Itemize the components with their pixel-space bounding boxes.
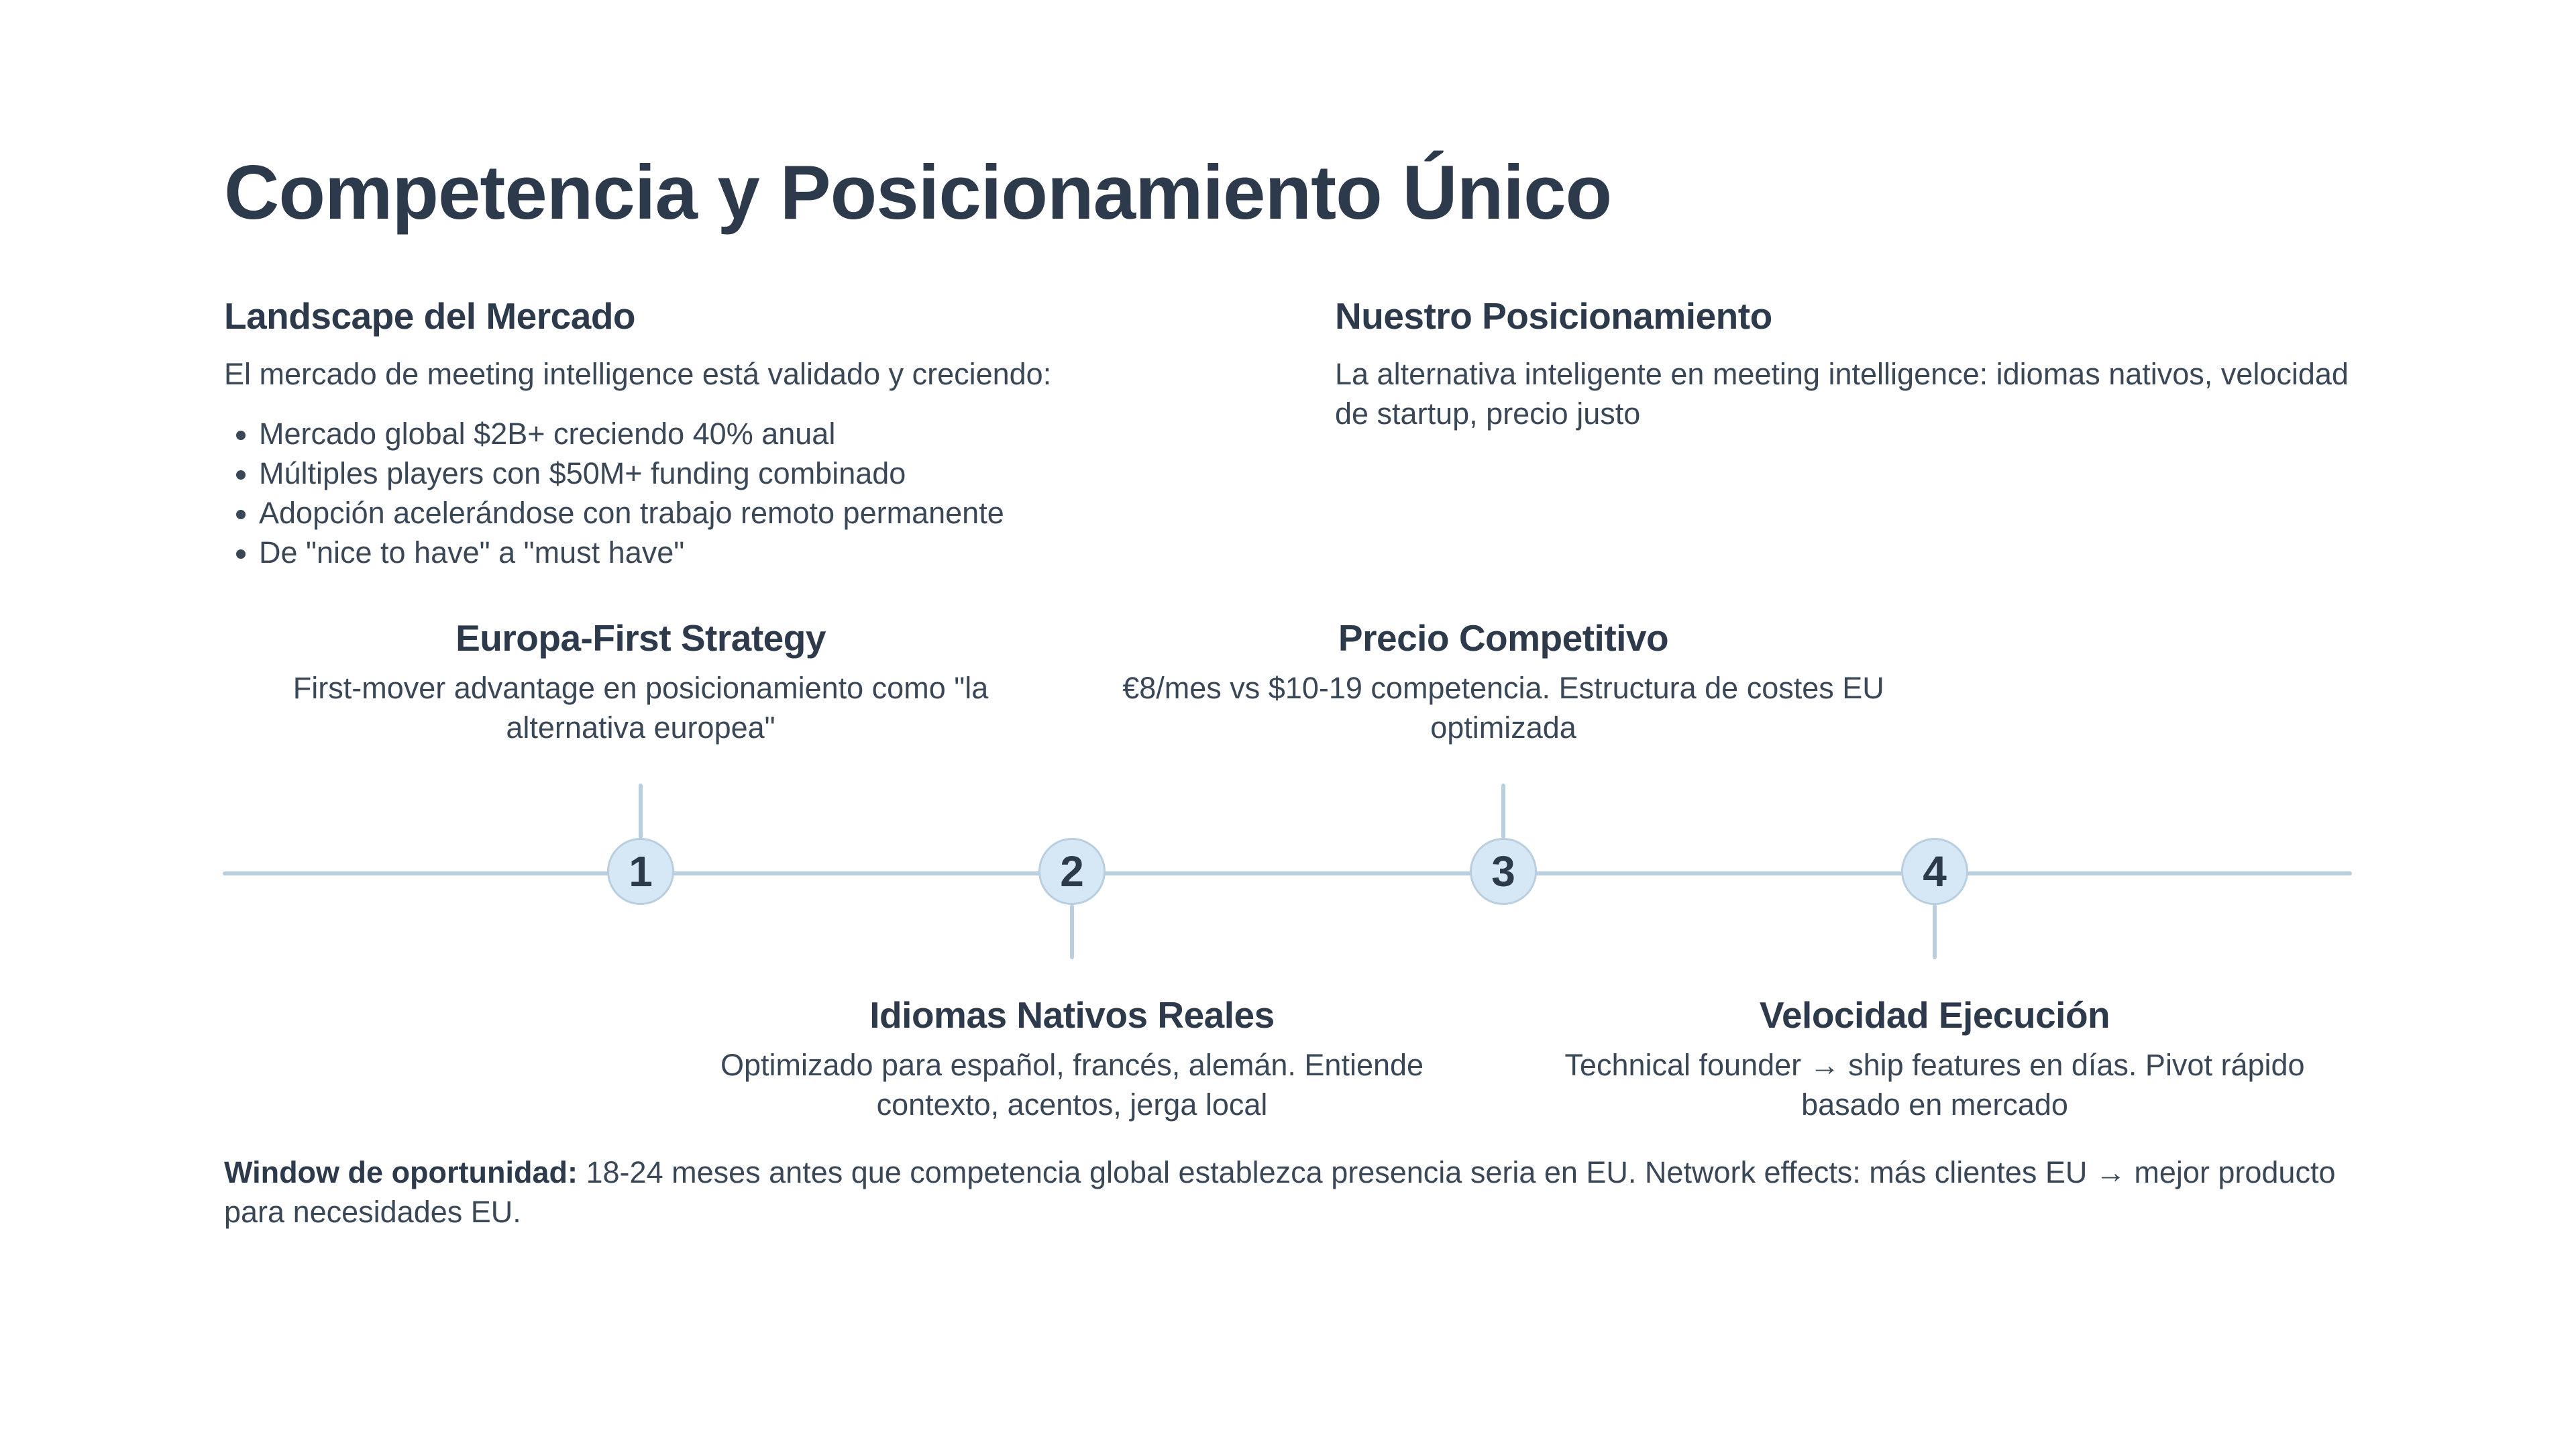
milestone-description: Optimizado para español, francés, alemán. Entiende contexto, acentos, jerga local [720,1048,1424,1122]
milestone-title: Velocidad Ejecución [1759,994,2110,1036]
timeline-connector [1070,904,1074,959]
timeline-node-1: 1 [607,838,674,905]
timeline-node-3: 3 [1470,838,1537,905]
bullet-item: • De "nice to have" a "must have" [259,533,1271,572]
timeline-line [223,871,2352,875]
timeline-connector [1501,784,1505,839]
milestone-title: Idiomas Nativos Reales [869,994,1275,1036]
milestone-title: Precio Competitivo [1338,617,1669,659]
market-landscape-section [224,292,1271,572]
milestone-3 [1101,614,1906,747]
opportunity-window-label: Window de oportunidad: [224,1155,578,1189]
milestone-title: Europa-First Strategy [455,617,826,659]
market-landscape-bullets [224,414,1271,572]
milestone-4 [1532,991,2337,1124]
timeline-connector [1933,904,1937,959]
bullet-item: • Mercado global $2B+ creciendo 40% anual [259,414,1271,453]
milestone-1 [238,614,1043,747]
milestone-description: Technical founder → ship features en días. Pivot rápido basado en mercado [1564,1048,2305,1122]
positioning-body: La alternativa inteligente en meeting intelligence: idiomas nativos, velocidad de startup, precio justo [1335,357,2349,431]
positioning-section [1335,292,2355,433]
milestone-description: €8/mes vs $10-19 competencia. Estructura de costes EU optimizada [1122,671,1884,745]
positioning-heading: Nuestro Posicionamiento [1335,295,1772,337]
opportunity-window-note [224,1152,2371,1232]
timeline-node-4: 4 [1901,838,1968,905]
timeline-connector [639,784,643,839]
market-landscape-intro: El mercado de meeting intelligence está validado y creciendo: [224,357,1052,391]
bullet-item: • Múltiples players con $50M+ funding combinado [259,453,1271,493]
slide-title: Competencia y Posicionamiento Único [224,150,1612,235]
milestone-2 [669,991,1474,1124]
opportunity-window-text: 18-24 meses antes que competencia global establezca presencia seria en EU. Network effects: más clientes EU → mejor producto para necesidades EU. [224,1155,2336,1229]
bullet-item: • Adopción acelerándose con trabajo remoto permanente [259,493,1271,533]
timeline-node-2: 2 [1038,838,1106,905]
market-landscape-heading: Landscape del Mercado [224,295,636,337]
milestone-description: First-mover advantage en posicionamiento como "la alternativa europea" [292,671,989,745]
